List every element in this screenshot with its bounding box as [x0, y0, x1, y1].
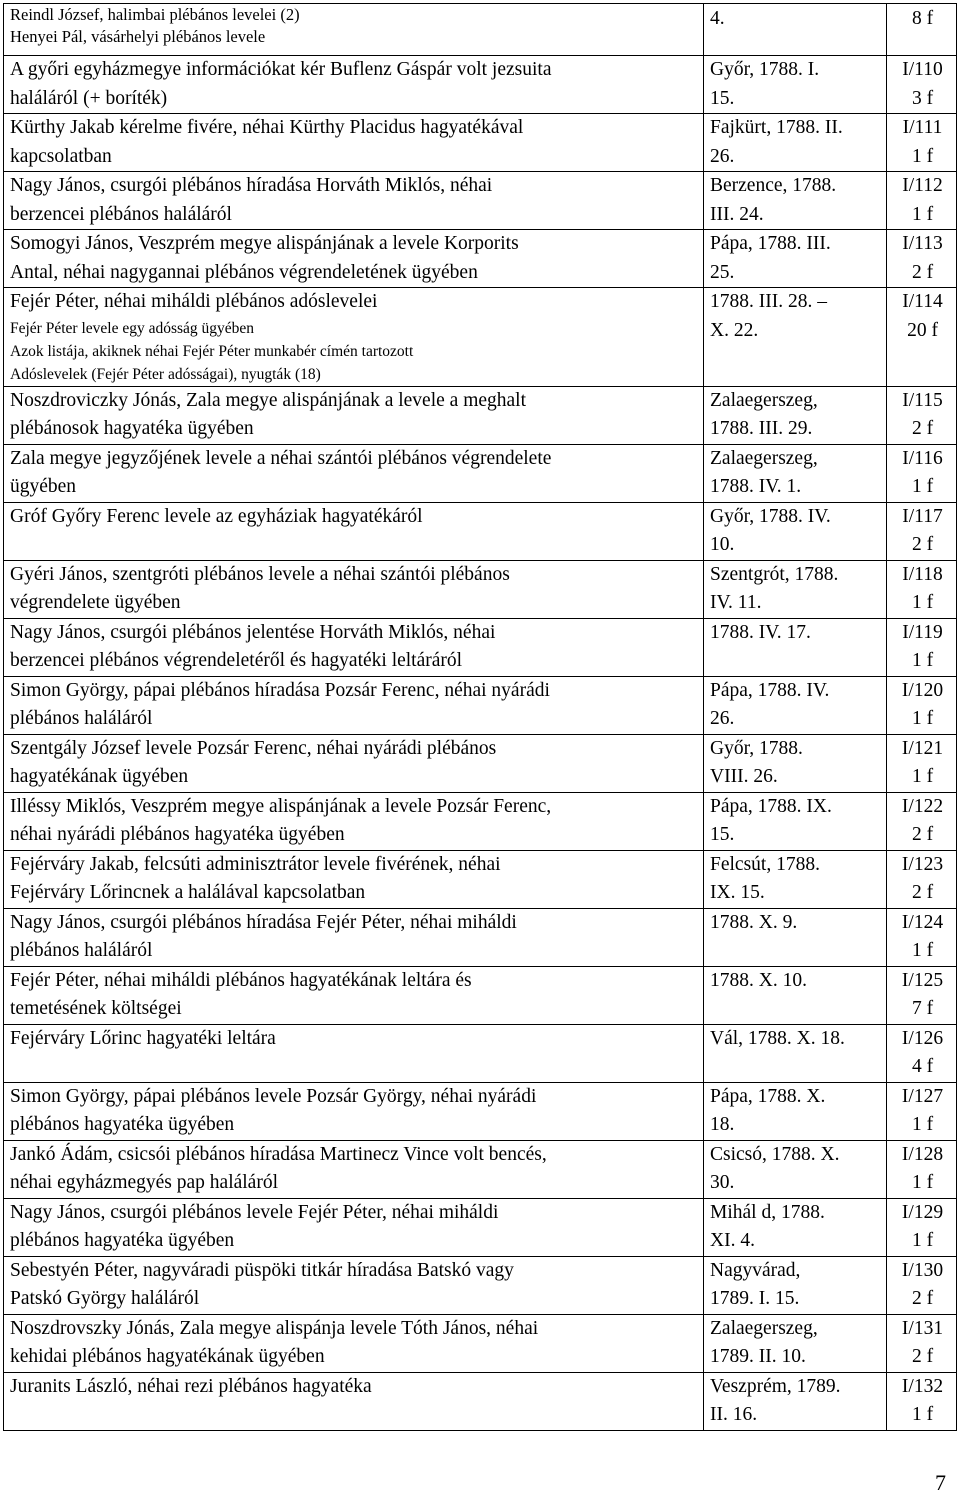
reference-number: I/121	[901, 737, 944, 759]
reference-number: I/118	[902, 563, 943, 585]
place-date-line: IV. 11.	[710, 592, 762, 613]
record-reference	[887, 56, 957, 114]
place-date-line: Berzence, 1788.	[710, 175, 837, 196]
place-date-line: Pápa, 1788. IV.	[710, 679, 830, 701]
folio-count: 2 f	[911, 1288, 934, 1309]
record-place-date	[704, 560, 887, 618]
description-line: Szentgály József levele Pozsár Ferenc, néhai nyárádi plébános	[10, 737, 497, 759]
place-date-line: 15.	[710, 824, 735, 845]
record-place-date	[704, 1372, 887, 1430]
reference-number: I/114	[902, 291, 943, 312]
header-row	[4, 4, 957, 56]
record-place-date	[704, 288, 887, 387]
place-date-line: Fajkürt, 1788. II.	[710, 117, 843, 138]
description-line: Zala megye jegyzőjének levele a néhai szántói plébános végrendelete	[10, 447, 552, 469]
description-line: Simon György, pápai plébános híradása Pozsár Ferenc, néhai nyárádi	[10, 679, 550, 701]
reference-number: I/132	[901, 1375, 944, 1397]
description-line: néhai nyárádi plébános hagyatéka ügyében	[10, 824, 345, 845]
record-place-date	[704, 734, 887, 792]
description-line: plébános haláláról	[10, 940, 153, 961]
description-line: plébános hagyatéka ügyében	[10, 1230, 235, 1251]
description-line: Nagy János, csurgói plébános levele Fejér Péter, néhai miháldi	[10, 1201, 499, 1223]
reference-number: I/126	[901, 1027, 944, 1049]
reference-number: I/124	[901, 911, 944, 933]
description-line: Gróf Győry Ferenc levele az egyháziak hagyatékáról	[10, 505, 423, 527]
description-line: A győri egyházmegye információkat kér Buflenz Gáspár volt jezsuita	[10, 59, 552, 80]
record-description	[4, 444, 704, 502]
place-date-line: Mihál d, 1788.	[710, 1201, 825, 1223]
place-date-line: Pápa, 1788. IX.	[710, 795, 832, 817]
table-row	[4, 1314, 957, 1372]
description-line: Nagy János, csurgói plébános híradása Horváth Miklós, néhai	[10, 175, 493, 196]
folio-count: 4 f	[911, 1056, 934, 1077]
record-description	[4, 560, 704, 618]
table-row	[4, 1082, 957, 1140]
place-date-line: Zalaegerszeg,	[710, 1317, 818, 1339]
description-line: Simon György, pápai plébános levele Pozsár György, néhai nyárádi	[10, 1085, 537, 1107]
sub-item-line: Azok listája, akiknek néhai Fejér Péter munkabér címén tartozott	[10, 342, 414, 360]
record-reference	[887, 734, 957, 792]
place-date-line: 25.	[710, 261, 735, 283]
table-row	[4, 1140, 957, 1198]
record-place-date	[704, 1082, 887, 1140]
record-place-date	[704, 230, 887, 288]
description-line: Nagy János, csurgói plébános híradása Fejér Péter, néhai miháldi	[10, 911, 517, 933]
folio-count: 1 f	[911, 1230, 934, 1251]
reference-number: I/117	[902, 505, 943, 527]
place-date-line: 1789. I. 15.	[710, 1288, 800, 1309]
reference-number: I/111	[902, 117, 943, 138]
place-date-line: 1788. III. 29.	[710, 418, 813, 439]
record-place-date	[704, 1198, 887, 1256]
place-date-line: IX. 15.	[710, 882, 765, 903]
table-row	[4, 966, 957, 1024]
reference-number: I/115	[902, 389, 943, 411]
record-description	[4, 1024, 704, 1082]
record-reference	[887, 502, 957, 560]
place-date-line: Győr, 1788. I.	[710, 59, 820, 80]
folio-count: 1 f	[911, 1114, 934, 1135]
folio-count: 7 f	[911, 998, 934, 1019]
sub-item-line: Fejér Péter levele egy adósság ügyében	[10, 319, 255, 337]
header-title-line: Henyei Pál, vásárhelyi plébános levele	[10, 27, 266, 46]
reference-number: I/131	[901, 1317, 944, 1339]
record-place-date	[704, 386, 887, 444]
record-reference	[887, 966, 957, 1024]
table-row	[4, 444, 957, 502]
record-reference	[887, 618, 957, 676]
place-date-line: Pápa, 1788. III.	[710, 233, 831, 254]
folio-count: 2 f	[911, 261, 934, 283]
record-description	[4, 1256, 704, 1314]
record-place-date	[704, 1256, 887, 1314]
place-date-line: X. 22.	[710, 319, 759, 341]
folio-count: 1 f	[911, 650, 934, 671]
reference-number: I/110	[902, 59, 943, 80]
record-description	[4, 676, 704, 734]
sub-item-line: Adóslevelek (Fejér Péter adósságai), nyugták (18)	[10, 365, 321, 383]
record-description	[4, 230, 704, 288]
record-place-date	[704, 792, 887, 850]
folio-count: 1 f	[911, 592, 934, 613]
record-place-date	[704, 56, 887, 114]
table-row	[4, 734, 957, 792]
table-row	[4, 850, 957, 908]
record-place-date	[704, 966, 887, 1024]
reference-number: I/130	[901, 1259, 944, 1281]
reference-number: I/127	[901, 1085, 944, 1107]
description-line: Illéssy Miklós, Veszprém megye alispánjának a levele Pozsár Ferenc,	[10, 795, 552, 817]
record-description	[4, 56, 704, 114]
reference-number: I/123	[901, 853, 944, 875]
record-reference	[887, 1082, 957, 1140]
record-reference	[887, 1140, 957, 1198]
reference-number: I/122	[901, 795, 944, 817]
place-date-line: 26.	[710, 145, 735, 167]
record-reference	[887, 560, 957, 618]
description-line: Somogyi János, Veszprém megye alispánjának a levele Korporits	[10, 233, 519, 254]
place-date-line: 1788. IV. 1.	[710, 476, 802, 497]
record-reference	[887, 114, 957, 172]
description-line: Patskó György haláláról	[10, 1288, 200, 1309]
description-line: Fejérváry Lőrinc hagyatéki leltára	[10, 1027, 276, 1049]
reference-number: I/112	[902, 175, 943, 196]
record-description	[4, 288, 704, 387]
record-description	[4, 792, 704, 850]
table-row	[4, 386, 957, 444]
place-date-line: 1788. X. 10.	[710, 969, 807, 991]
folio-count: 1 f	[911, 766, 934, 787]
place-date-line: 26.	[710, 708, 735, 729]
place-date-line: 1789. II. 10.	[710, 1346, 806, 1367]
folio-count: 20 f	[907, 319, 938, 341]
folio-count: 3 f	[911, 87, 934, 109]
table-row	[4, 618, 957, 676]
place-date-line: Vál, 1788. X. 18.	[710, 1027, 845, 1049]
table-row	[4, 1024, 957, 1082]
table-row	[4, 560, 957, 618]
folio-count: 2 f	[911, 534, 934, 555]
table-row	[4, 1198, 957, 1256]
description-line: kehidai plébános hagyatékának ügyében	[10, 1346, 325, 1367]
table-row	[4, 114, 957, 172]
record-description	[4, 1372, 704, 1430]
description-line: Sebestyén Péter, nagyváradi püspöki titkár híradása Batskó vagy	[10, 1259, 514, 1281]
description-line: Fejérváry Lőrincnek a halálával kapcsolatban	[10, 882, 366, 903]
record-place-date	[704, 114, 887, 172]
description-line: Noszdroviczky Jónás, Zala megye alispánjának a levele a meghalt	[10, 389, 527, 411]
description-line: Noszdrovszky Jónás, Zala megye alispánja levele Tóth János, néhai	[10, 1317, 539, 1339]
record-description	[4, 1314, 704, 1372]
reference-number: I/120	[901, 679, 944, 701]
record-reference	[887, 1256, 957, 1314]
description-line: berzencei plébános haláláról	[10, 203, 232, 225]
place-date-line: Csicsó, 1788. X.	[710, 1143, 840, 1165]
reference-number: I/129	[901, 1201, 944, 1223]
header-box-number: 4.	[704, 4, 887, 56]
description-line: Kürthy Jakab kérelme fivére, néhai Kürthy Placidus hagyatékával	[10, 117, 524, 138]
description-line: hagyatékának ügyében	[10, 766, 189, 787]
record-description	[4, 908, 704, 966]
record-reference	[887, 444, 957, 502]
record-description	[4, 734, 704, 792]
record-reference	[887, 1024, 957, 1082]
table-row	[4, 230, 957, 288]
record-place-date	[704, 908, 887, 966]
folio-count: 1 f	[911, 1404, 934, 1425]
record-reference	[887, 908, 957, 966]
description-line: végrendelete ügyében	[10, 592, 181, 613]
place-date-line: III. 24.	[710, 203, 764, 225]
record-reference	[887, 850, 957, 908]
record-place-date	[704, 1314, 887, 1372]
place-date-line: 18.	[710, 1114, 735, 1135]
place-date-line: 1788. III. 28. –	[710, 291, 827, 312]
record-description	[4, 1198, 704, 1256]
record-place-date	[704, 1024, 887, 1082]
place-date-line: 15.	[710, 87, 735, 109]
table-row	[4, 676, 957, 734]
table-row	[4, 172, 957, 230]
place-date-line: 30.	[710, 1172, 735, 1193]
record-reference	[887, 1372, 957, 1430]
folio-count: 2 f	[911, 824, 934, 845]
record-place-date	[704, 850, 887, 908]
place-date-line: Pápa, 1788. X.	[710, 1085, 826, 1107]
table-row	[4, 288, 957, 387]
record-reference	[887, 1198, 957, 1256]
record-place-date	[704, 502, 887, 560]
description-line: plébánosok hagyatéka ügyében	[10, 418, 254, 439]
place-date-line: Felcsút, 1788.	[710, 853, 820, 875]
table-row	[4, 1372, 957, 1430]
header-box-folios: 8 f	[887, 4, 957, 56]
record-description	[4, 502, 704, 560]
description-line: Juranits László, néhai rezi plébános hagyatéka	[10, 1375, 372, 1397]
table-row	[4, 792, 957, 850]
description-line: Fejér Péter, néhai miháldi plébános adóslevelei	[10, 291, 378, 312]
folio-count: 2 f	[911, 1346, 934, 1367]
record-description	[4, 172, 704, 230]
record-place-date	[704, 172, 887, 230]
description-line: haláláról (+ boríték)	[10, 87, 168, 109]
description-line: Gyéri János, szentgróti plébános levele a néhai szántói plébános	[10, 563, 510, 585]
place-date-line: 10.	[710, 534, 735, 555]
reference-number: I/125	[901, 969, 944, 991]
record-place-date	[704, 618, 887, 676]
table-row	[4, 502, 957, 560]
description-line: temetésének költségei	[10, 998, 182, 1019]
description-line: Jankó Ádám, csicsói plébános híradása Martinecz Vince volt bencés,	[10, 1143, 547, 1165]
place-date-line: II. 16.	[710, 1404, 758, 1425]
place-date-line: XI. 4.	[710, 1230, 755, 1251]
description-line: Nagy János, csurgói plébános jelentése Horváth Miklós, néhai	[10, 621, 496, 643]
archive-inventory-table	[3, 3, 957, 1431]
place-date-line: 1788. X. 9.	[710, 911, 798, 933]
page-number: 7	[935, 1470, 946, 1495]
place-date-line: Nagyvárad,	[710, 1259, 801, 1281]
folio-count: 1 f	[911, 940, 934, 961]
reference-number: I/116	[902, 447, 943, 469]
description-line: Fejér Péter, néhai miháldi plébános hagyatékának leltára és	[10, 969, 472, 991]
folio-count: 1 f	[911, 203, 934, 225]
description-line: plébános haláláról	[10, 708, 153, 729]
record-reference	[887, 676, 957, 734]
record-description	[4, 386, 704, 444]
description-line: plébános hagyatéka ügyében	[10, 1114, 235, 1135]
description-line: Antal, néhai nagygannai plébános végrendeletének ügyében	[10, 261, 478, 283]
record-reference	[887, 288, 957, 387]
table-row	[4, 1256, 957, 1314]
place-date-line: Zalaegerszeg,	[710, 447, 818, 469]
place-date-line: Szentgrót, 1788.	[710, 563, 839, 585]
place-date-line: Győr, 1788.	[710, 737, 803, 759]
record-place-date	[704, 444, 887, 502]
description-line: berzencei plébános végrendeletéről és hagyatéki leltáráról	[10, 650, 463, 671]
record-description	[4, 966, 704, 1024]
description-line: néhai egyházmegyés pap haláláról	[10, 1172, 279, 1193]
reference-number: I/128	[901, 1143, 944, 1165]
reference-number: I/119	[902, 621, 943, 643]
place-date-line: Győr, 1788. IV.	[710, 505, 831, 527]
record-place-date	[704, 676, 887, 734]
reference-number: I/113	[902, 233, 943, 254]
place-date-line: Zalaegerszeg,	[710, 389, 818, 411]
folio-count: 2 f	[911, 418, 934, 439]
place-date-line: VIII. 26.	[710, 766, 778, 787]
description-line: kapcsolatban	[10, 145, 112, 167]
record-description	[4, 618, 704, 676]
folio-count: 1 f	[911, 708, 934, 729]
folio-count: 1 f	[911, 145, 934, 167]
record-place-date	[704, 1140, 887, 1198]
header-description	[4, 4, 704, 56]
record-reference	[887, 172, 957, 230]
folio-count: 1 f	[911, 476, 934, 497]
table-row	[4, 56, 957, 114]
folio-count: 1 f	[911, 1172, 934, 1193]
header-title-line: Reindl József, halimbai plébános levelei (2)	[10, 5, 300, 24]
description-line: Fejérváry Jakab, felcsúti adminisztrátor levele fivérének, néhai	[10, 853, 501, 875]
place-date-line: Veszprém, 1789.	[710, 1375, 841, 1397]
record-description	[4, 850, 704, 908]
table-row	[4, 908, 957, 966]
record-reference	[887, 230, 957, 288]
description-line: ügyében	[10, 476, 77, 497]
record-reference	[887, 792, 957, 850]
record-description	[4, 1082, 704, 1140]
folio-count: 2 f	[911, 882, 934, 903]
record-reference	[887, 1314, 957, 1372]
record-description	[4, 114, 704, 172]
record-description	[4, 1140, 704, 1198]
place-date-line: 1788. IV. 17.	[710, 621, 811, 643]
record-reference	[887, 386, 957, 444]
